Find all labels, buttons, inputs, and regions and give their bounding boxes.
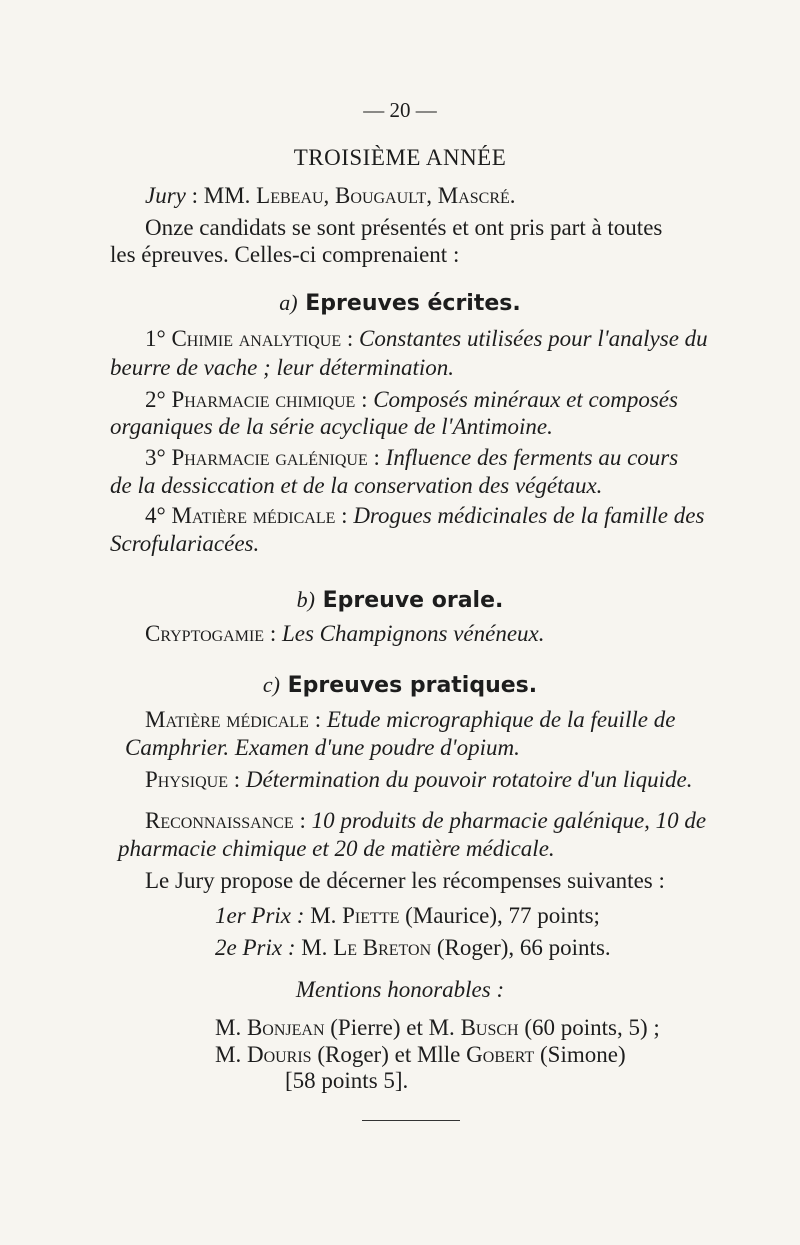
ecrite-4-text: Drogues médicinales de la famille des: [353, 503, 705, 528]
prix-1-rest: (Maurice), 77 points;: [405, 903, 600, 928]
mention-2-name2: Gobert: [466, 1042, 535, 1067]
pratique-3-text: 10 produits de pharmacie galénique, 10 de: [311, 808, 707, 833]
ecrite-2-text: Composés minéraux et composés: [373, 387, 678, 412]
mention-2-line: [215, 1042, 626, 1068]
pratique-1-text: Etude micrographique de la feuille de: [326, 707, 676, 732]
ecrite-1-line-1: [145, 326, 708, 352]
pratique-3-subject: Reconnaissance: [145, 808, 294, 833]
prix-1-rank: 1er: [215, 903, 246, 928]
prix-1-title: M.: [310, 903, 337, 928]
section-b-letter: b): [296, 587, 315, 612]
ecrite-3-line-1: [145, 445, 678, 471]
pratique-1-line-1: [145, 707, 675, 733]
pratique-2-sep: :: [228, 767, 246, 792]
mention-1-line: [215, 1015, 660, 1041]
recompenses-intro: Le Jury propose de décerner les récompenses suivantes :: [145, 868, 665, 893]
pratique-2-text: Détermination du pouvoir rotatoire d'un liquide.: [245, 767, 693, 792]
ecrite-3-sep: :: [367, 445, 386, 470]
prix-2-line: [215, 935, 611, 961]
ecrite-2-subject: Pharmacie chimique: [171, 387, 356, 412]
mention-2-name: Douris: [246, 1042, 312, 1067]
jury-line: [145, 183, 516, 209]
ecrite-1-subject: Chimie analytique: [171, 326, 342, 351]
mention-1-name2: Busch: [460, 1015, 519, 1040]
pratique-1-line-2: Camphrier. Examen d'une poudre d'opium.: [125, 735, 520, 760]
ecrite-1-text: Constantes utilisées pour l'analyse du: [359, 326, 708, 351]
orale-line: [145, 621, 545, 647]
prix-2-rest: (Roger), 66 points.: [436, 935, 611, 960]
section-b-title: Epreuve orale.: [322, 588, 504, 613]
section-c-letter: c): [262, 672, 280, 697]
ecrite-2-line-2: organiques de la série acyclique de l'Antimoine.: [110, 414, 553, 439]
prix-2-name: Le Breton: [333, 935, 432, 960]
ecrite-4-line-2: Scrofulariacées.: [110, 531, 260, 556]
prix-2-rank: 2e: [215, 935, 237, 960]
pratique-2-line-1: [145, 767, 692, 793]
ecrite-3-subject: Pharmacie galénique: [171, 445, 368, 470]
mention-2-title: M.: [215, 1042, 242, 1067]
mention-2-line-2: [58 points 5].: [285, 1068, 409, 1093]
pratique-2-subject: Physique: [145, 767, 229, 792]
ecrite-2-sep: :: [355, 387, 374, 412]
jury-separator: : MM.: [185, 183, 257, 208]
ecrite-1-sep: :: [341, 326, 360, 351]
ecrite-4-line-1: [145, 503, 704, 529]
prix-2-label: Prix :: [242, 935, 296, 960]
pratique-3-line-2: pharmacie chimique et 20 de matière médicale.: [118, 836, 555, 861]
section-a-heading: [0, 290, 800, 316]
pratique-3-sep: :: [293, 808, 312, 833]
prix-1-name: Piette: [342, 903, 400, 928]
page-number: — 20 —: [363, 98, 437, 122]
mention-1-name: Bonjean: [246, 1015, 325, 1040]
mention-1-mid: (Pierre) et M.: [330, 1015, 455, 1040]
ecrite-3-line-2: de la dessiccation et de la conservation des végétaux.: [110, 473, 603, 498]
ecrite-3-num: 3°: [145, 445, 166, 470]
ecrite-1-num: 1°: [145, 326, 166, 351]
prix-1-label: Prix :: [251, 903, 305, 928]
ecrite-4-subject: Matière médicale: [171, 503, 336, 528]
orale-subject: Cryptogamie: [145, 621, 265, 646]
pratique-1-sep: :: [308, 707, 327, 732]
ecrite-2-line-1: [145, 387, 678, 413]
jury-members: Lebeau, Bougault, Mascré.: [256, 183, 516, 208]
orale-text: Les Champignons vénéneux.: [281, 621, 545, 646]
mention-1-rest: (60 points, 5) ;: [524, 1015, 660, 1040]
section-c-title: Epreuves pratiques.: [287, 673, 538, 698]
page-title: TROISIÈME ANNÉE: [293, 145, 507, 170]
ecrite-1-line-2: beurre de vache ; leur détermination.: [110, 355, 455, 380]
prix-2-title: M.: [301, 935, 328, 960]
section-a-title: Epreuves écrites.: [305, 291, 521, 316]
intro-line-2: les épreuves. Celles-ci comprenaient :: [110, 242, 460, 267]
prix-1-line: [215, 903, 600, 929]
section-c-heading: [0, 672, 800, 698]
intro-text-1: Onze candidats se sont présentés et ont pris part à toutes: [145, 215, 663, 240]
mention-2-rest: (Simone): [540, 1042, 626, 1067]
ecrite-2-num: 2°: [145, 387, 166, 412]
mention-1-title: M.: [215, 1015, 242, 1040]
section-b-heading: [0, 587, 800, 613]
section-a-letter: a): [279, 290, 298, 315]
mention-2-mid: (Roger) et Mlle: [317, 1042, 461, 1067]
ecrite-3-text: Influence des ferments au cours: [385, 445, 679, 470]
pratique-3-line-1: [145, 808, 706, 834]
pratique-1-subject: Matière médicale: [145, 707, 309, 732]
intro-line-1: [145, 215, 697, 241]
ecrite-4-sep: :: [335, 503, 354, 528]
orale-sep: :: [264, 621, 282, 646]
ecrite-4-num: 4°: [145, 503, 166, 528]
jury-label: Jury: [145, 183, 186, 208]
end-rule: [362, 1120, 460, 1121]
mentions-title: Mentions honorables :: [295, 977, 505, 1002]
